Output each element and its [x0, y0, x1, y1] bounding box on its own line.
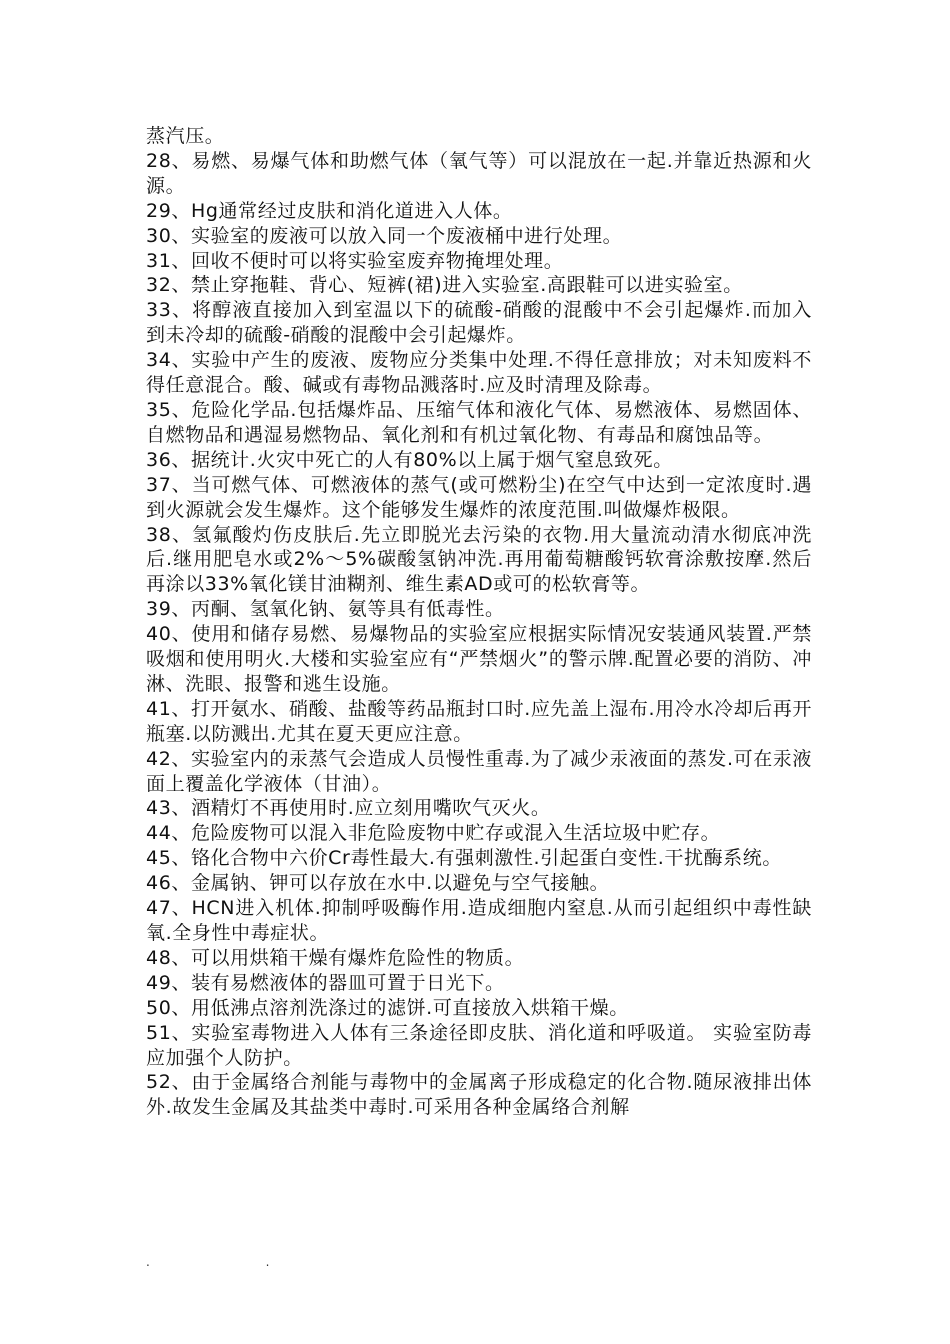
item-28: 28、易燃、易爆气体和助燃气体（氧气等）可以混放在一起.并靠近热源和火源。	[146, 149, 812, 197]
footer-mark-right: .	[265, 1255, 270, 1269]
item-52: 52、由于金属络合剂能与毒物中的金属离子形成稳定的化合物.随尿液排出体外.故发生金属及其盐类中毒时.可采用各种金属络合剂解	[146, 1071, 812, 1119]
item-30: 30、实验室的废液可以放入同一个废液桶中进行处理。	[146, 224, 623, 247]
item-31: 31、回收不便时可以将实验室废弃物掩埋处理。	[146, 249, 564, 272]
document-body	[146, 124, 812, 1120]
item-50: 50、用低沸点溶剂洗涤过的滤饼.可直接放入烘箱干燥。	[146, 996, 629, 1019]
item-45: 45、铬化合物中六价Cr毒性最大.有强刺激性.引起蛋白变性.干扰酶系统。	[146, 847, 782, 870]
item-51: 51、实验室毒物进入人体有三条途径即皮肤、消化道和呼吸道。 实验室防毒应加强个人防护。	[146, 1021, 812, 1069]
item-48: 48、可以用烘箱干燥有爆炸危险性的物质。	[146, 946, 525, 969]
paragraph-continuation: 蒸汽压。	[146, 125, 225, 147]
item-40: 40、使用和储存易燃、易爆物品的实验室应根据实际情况安装通风装置.严禁吸烟和使用明火.大楼和实验室应有“严禁烟火”的警示牌.配置必要的消防、冲淋、洗眼、报警和逃生设施。	[146, 623, 812, 695]
footer-mark-left: .	[146, 1255, 150, 1269]
item-32: 32、禁止穿拖鞋、背心、短裤(裙)进入实验室.高跟鞋可以进实验室。	[146, 274, 743, 297]
item-41: 41、打开氨水、硝酸、盐酸等药品瓶封口时.应先盖上湿布.用冷水冷却后再开瓶塞.以防溅出.尤其在夏天更应注意。	[146, 697, 812, 745]
item-37: 37、当可燃气体、可燃液体的蒸气(或可燃粉尘)在空气中达到一定浓度时.遇到火源就会发生爆炸。这个能够发生爆炸的浓度范围.叫做爆炸极限。	[146, 473, 812, 521]
item-36: 36、据统计.火灾中死亡的人有80%以上属于烟气窒息致死。	[146, 448, 673, 471]
item-47: 47、HCN进入机体.抑制呼吸酶作用.造成细胞内窒息.从而引起组织中毒性缺氧.全身性中毒症状。	[146, 897, 812, 944]
item-49: 49、装有易燃液体的器皿可置于日光下。	[146, 971, 505, 994]
item-34: 34、实验中产生的废液、废物应分类集中处理.不得任意排放；对未知废料不得任意混合。酸、碱或有毒物品溅落时.应及时清理及除毒。	[146, 349, 812, 397]
page-footer-marks	[146, 1256, 269, 1268]
item-44: 44、危险废物可以混入非危险废物中贮存或混入生活垃圾中贮存。	[146, 822, 721, 845]
item-46: 46、金属钠、钾可以存放在水中.以避免与空气接触。	[146, 872, 610, 895]
item-42: 42、实验室内的汞蒸气会造成人员慢性重毒.为了减少汞液面的蒸发.可在汞液面上覆盖化学液体（甘油）。	[146, 747, 812, 795]
item-43: 43、酒精灯不再使用时.应立刻用嘴吹气灭火。	[146, 797, 551, 820]
item-39: 39、丙酮、氢氧化钠、氨等具有低毒性。	[146, 598, 505, 621]
item-33: 33、将醇液直接加入到室温以下的硫酸-硝酸的混酸中不会引起爆炸.而加入到未冷却的硫酸-硝酸的混酸中会引起爆炸。	[146, 299, 812, 347]
item-38: 38、氢氟酸灼伤皮肤后.先立即脱光去污染的衣物.用大量流动清水彻底冲洗后.继用肥皂水或2%～5%碳酸氢钠冲洗.再用葡萄糖酸钙软膏涂敷按摩.然后再涂以33%氧化镁甘油糊剂、维生素AD或可的松软膏等。	[146, 523, 812, 596]
item-35: 35、危险化学品.包括爆炸品、压缩气体和液化气体、易燃液体、易燃固体、自燃物品和遇湿易燃物品、氧化剂和有机过氧化物、有毒品和腐蚀品等。	[146, 398, 812, 446]
item-29: 29、Hg通常经过皮肤和消化道进入人体。	[146, 199, 513, 222]
